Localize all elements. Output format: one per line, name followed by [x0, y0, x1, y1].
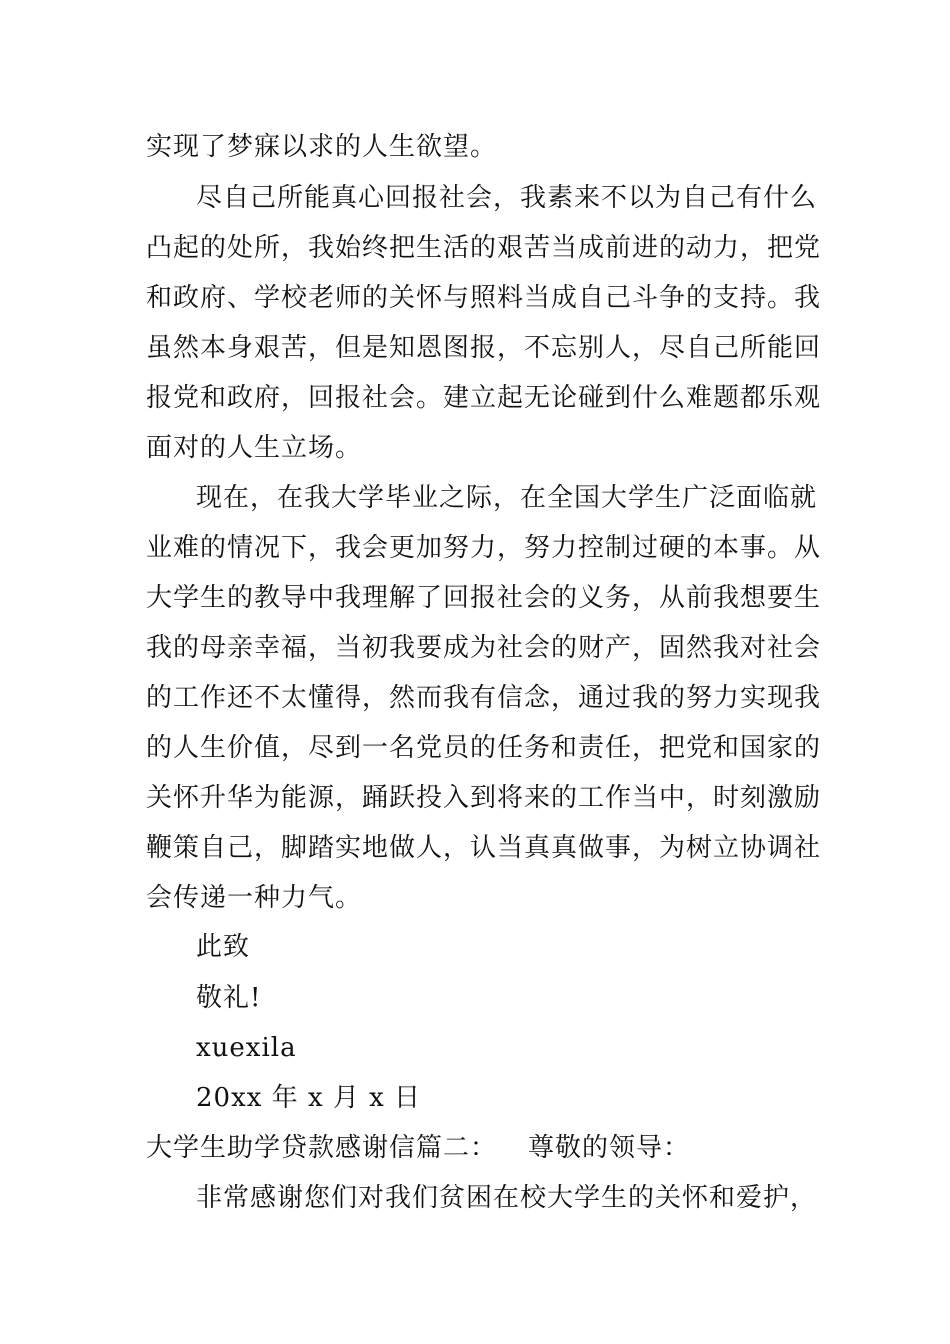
- body-line: 非常感谢您们对我们贫困在校大学生的关怀和爱护，: [196, 1183, 818, 1213]
- body-line: 现在，在我大学毕业之际，在全国大学生广泛面临就: [196, 483, 818, 513]
- body-line: 鞭策自己，脚踏实地做人，认当真真做事，为树立协调社: [146, 833, 822, 863]
- body-line: 关怀升华为能源，踊跃投入到将来的工作当中，时刻激励: [146, 783, 822, 813]
- body-line: 凸起的处所，我始终把生活的艰苦当成前进的动力，把党: [146, 233, 822, 263]
- section-heading: 大学生助学贷款感谢信篇二：: [146, 1133, 498, 1163]
- body-line: 的工作还不太懂得，然而我有信念，通过我的努力实现我: [146, 683, 822, 713]
- body-line: 业难的情况下，我会更加努力，努力控制过硬的本事。从: [146, 533, 822, 563]
- body-line: 我的母亲幸福，当初我要成为社会的财产，固然我对社会: [146, 633, 822, 663]
- body-line: 尽自己所能真心回报社会，我素来不以为自己有什么: [196, 183, 818, 213]
- letter-date: 20xx 年 x 月 x 日: [196, 1083, 422, 1113]
- body-line: 面对的人生立场。: [146, 433, 363, 463]
- section-greeting: 尊敬的领导：: [528, 1133, 691, 1163]
- body-line: 的人生价值，尽到一名党员的任务和责任，把党和国家的: [146, 733, 822, 763]
- closing-respect: 敬礼!: [196, 983, 262, 1013]
- body-line: 大学生的教导中我理解了回报社会的义务，从前我想要生: [146, 583, 822, 613]
- body-line: 和政府、学校老师的关怀与照料当成自己斗争的支持。我: [146, 283, 822, 313]
- body-line: 报党和政府，回报社会。建立起无论碰到什么难题都乐观: [146, 383, 822, 413]
- body-line: 实现了梦寐以求的人生欲望。: [146, 132, 498, 162]
- body-line: 会传递一种力气。: [146, 883, 363, 913]
- signer-name: xuexila: [196, 1033, 297, 1063]
- closing-salutation: 此致: [196, 932, 251, 962]
- body-line: 虽然本身艰苦，但是知恩图报，不忘别人，尽自己所能回: [146, 333, 822, 363]
